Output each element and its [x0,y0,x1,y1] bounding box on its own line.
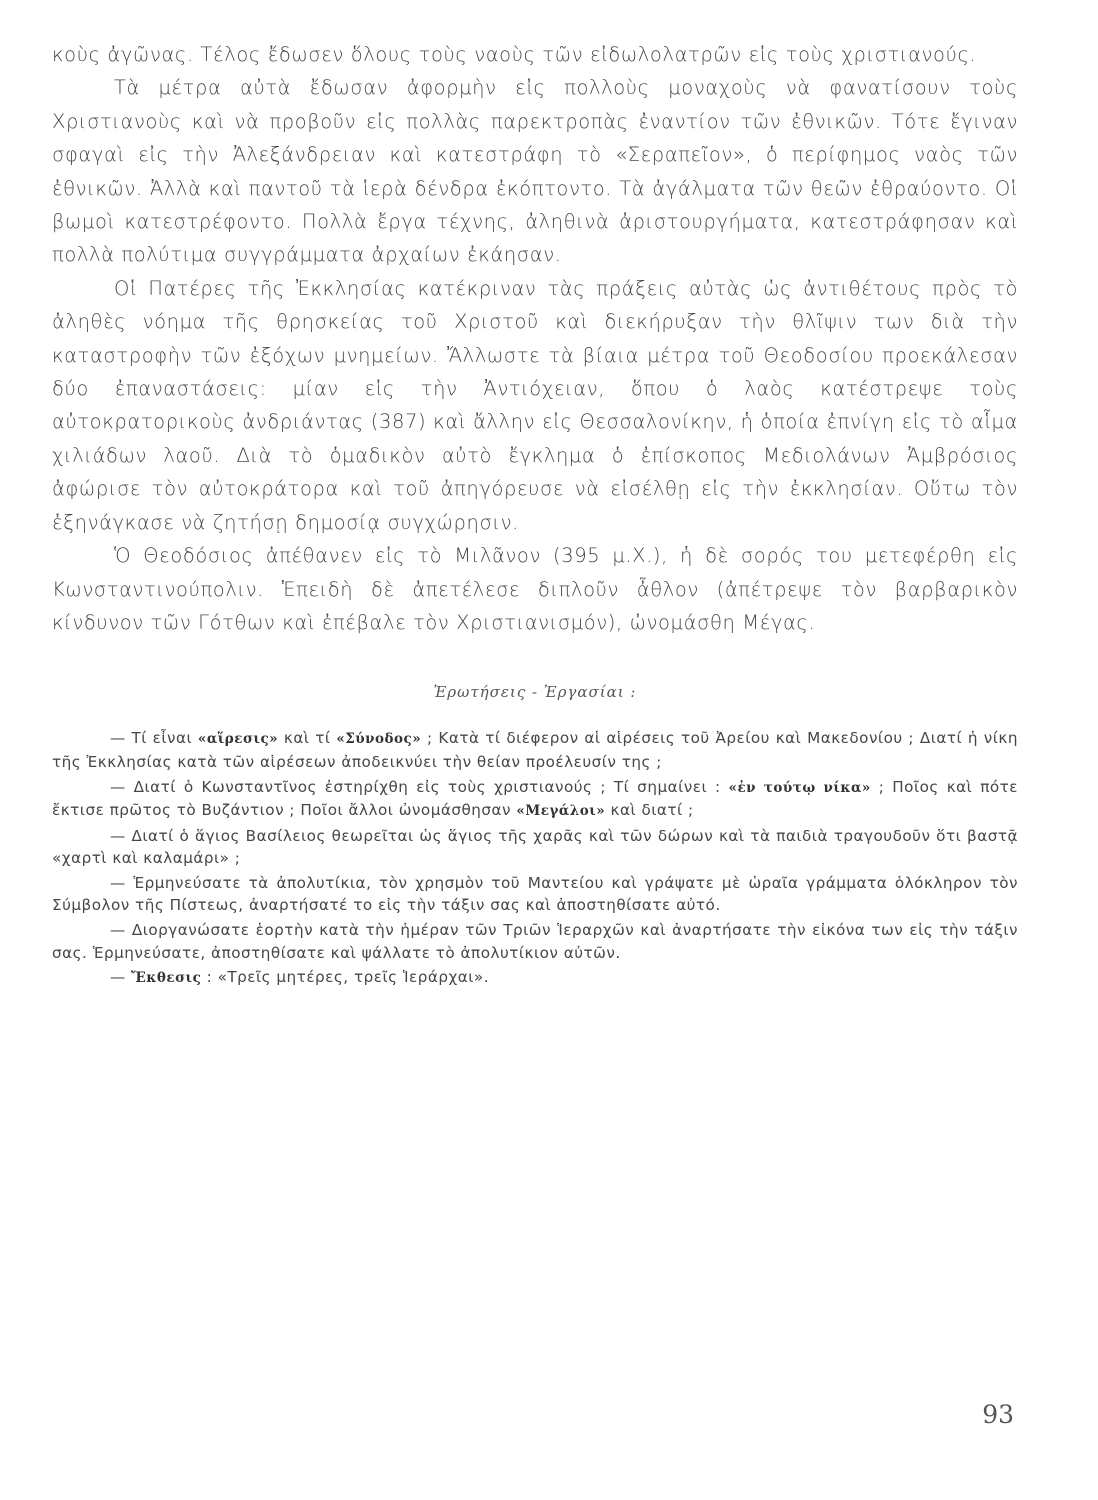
exercise-item [52,919,1018,964]
exercise-text: : «Τρεῖς μητέρες, τρεῖς Ἱεράρχαι». [201,968,490,987]
page-number: 93 [982,1400,1014,1429]
exercise-text: — Διατί ὁ ἅγιος Βασίλειος θεωρεῖται ὡς ἅγιος τῆς χαρᾶς καὶ τῶν δώρων καὶ τὰ παιδιὰ τραγουδοῦν ὅτι βαστᾷ «χαρτὶ καὶ καλαμάρι» ; [52,826,1018,868]
exercise-item [52,966,1018,990]
exercise-text: — [110,968,132,987]
exercise-item [52,776,1018,823]
bold-term: Ἔκθεσις [131,970,202,987]
bold-term: «ἐν τούτῳ νίκα» [728,779,871,796]
bold-term: «Σύνοδος» [336,731,422,748]
paragraph: Ὁ Θεοδόσιος ἀπέθανεν εἰς τὸ Μιλᾶνον (395 μ.Χ.), ἡ δὲ σορός του μετεφέρθη εἰς Κωνσταντινούπολιν. Ἐπειδὴ δὲ ἀπετέλεσε διπλοῦν ἆθλον (ἀπέτρεψε τὸν βαρβαρικὸν κίνδυνον τῶν Γότθων καὶ ἐπέβαλε τὸν Χριστιανισμόν), ὠνομάσθη Μέγας. [52,544,1018,634]
exercise-text: — Ἑρμηνεύσατε τὰ ἀπολυτίκια, τὸν χρησμὸν τοῦ Μαντείου καὶ γράψατε μὲ ὡραῖα γράμματα ὁλόκληρον τὸν Σύμβολον τῆς Πίστεως, ἀναρτήσατέ το εἰς τὴν τάξιν σας καὶ ἀποστηθίσατε αὐτό. [52,873,1018,915]
exercise-text: — Διατί ὁ Κωνσταντῖνος ἐστηρίχθη εἰς τοὺς χριστιανούς ; Τί σημαίνει : [110,777,729,796]
exercise-text: καὶ διατί ; [605,801,694,820]
book-page [52,38,1018,1468]
exercise-text: καὶ τί [278,729,337,748]
exercise-text: — Τί εἶναι [110,729,198,748]
main-text [52,38,1018,639]
exercise-item [52,727,1018,773]
exercise-text: ; Κατὰ τί διέφερον αἱ αἱρέσεις τοῦ Ἀρείου καὶ Μακεδονίου ; Διατί ἡ νίκη τῆς Ἐκκλησίας κατὰ τῶν αἱρέσεων ἀποδεικνύει τὴν θείαν προέλευσίν της ; [52,729,1019,771]
paragraph: Τὰ μέτρα αὐτὰ ἔδωσαν ἀφορμὴν εἰς πολλοὺς μοναχοὺς νὰ φανατίσουν τοὺς Χριστιανοὺς καὶ νὰ προβοῦν εἰς πολλὰς παρεκτροπὰς ἐναντίον τῶν ἐθνικῶν. Τότε ἔγιναν σφαγαὶ εἰς τὴν Ἀλεξάνδρειαν καὶ κατεστράφη τὸ «Σεραπεῖον», ὁ περίφημος ναὸς τῶν ἐθνικῶν. Ἀλλὰ καὶ παντοῦ τὰ ἱερὰ δένδρα ἐκόπτοντο. Τὰ ἀγάλματα τῶν θεῶν ἐθραύοντο. Οἱ βωμοὶ κατεστρέφοντο. Πολλὰ ἔργα τέχνης, ἀληθινὰ ἀριστουργήματα, κατεστράφησαν καὶ πολλὰ πολύτιμα συγγράμματα ἀρχαίων ἐκάησαν. [52,76,1018,267]
exercises-list [52,727,1018,990]
bold-term: «αἵρεσις» [197,731,279,748]
exercise-text: — Διοργανώσατε ἑορτὴν κατὰ τὴν ἡμέραν τῶν Τριῶν Ἱεραρχῶν καὶ ἀναρτήσατε τὴν εἰκόνα των εἰς τὴν τάξιν σας. Ἑρμηνεύσατε, ἀποστηθίσατε καὶ ψάλλατε τὸ ἀπολυτίκιον αὐτῶν. [52,921,1018,962]
exercise-item [52,825,1018,870]
paragraph: Οἱ Πατέρες τῆς Ἐκκλησίας κατέκριναν τὰς πράξεις αὐτὰς ὡς ἀντιθέτους πρὸς τὸ ἀληθὲς νόημα τῆς θρησκείας τοῦ Χριστοῦ καὶ διεκήρυξαν τὴν θλῖψιν των διὰ τὴν καταστροφὴν τῶν ἐξόχων μνημείων. Ἄλλωστε τὰ βίαια μέτρα τοῦ Θεοδοσίου προεκάλεσαν δύο ἐπαναστάσεις: μίαν εἰς τὴν Ἀντιόχειαν, ὅπου ὁ λαὸς κατέστρεψε τοὺς αὐτοκρατορικοὺς ἀνδριάντας (387) καὶ ἄλλην εἰς Θεσσαλονίκην, ἡ ὁποία ἐπνίγη εἰς τὸ αἷμα χιλιάδων λαοῦ. Διὰ τὸ ὁμαδικὸν αὐτὸ ἔγκλημα ὁ ἐπίσκοπος Μεδιολάνων Ἀμβρόσιος ἀφώρισε τὸν αὐτοκράτορα καὶ τοῦ ἀπηγόρευσε νὰ εἰσέλθῃ εἰς τὴν ἐκκλησίαν. Οὕτω τὸν ἐξηνάγκασε νὰ ζητήσῃ δημοσίᾳ συγχώρησιν. [52,276,1018,534]
exercises-heading: Ἐρωτήσεις - Ἐργασίαι : [433,683,637,702]
exercise-text: ; Ποῖος καὶ πότε ἔκτισε πρῶτος τὸ Βυζάντιον ; Ποῖοι ἄλλοι ὠνομάσθησαν [52,777,1019,820]
bold-term: «Μεγάλοι» [516,803,606,820]
exercise-item [52,872,1018,917]
paragraph: κοὺς ἀγῶνας. Τέλος ἔδωσεν ὅλους τοὺς ναοὺς τῶν εἰδωλολατρῶν εἰς τοὺς χριστιανούς. [52,43,977,66]
